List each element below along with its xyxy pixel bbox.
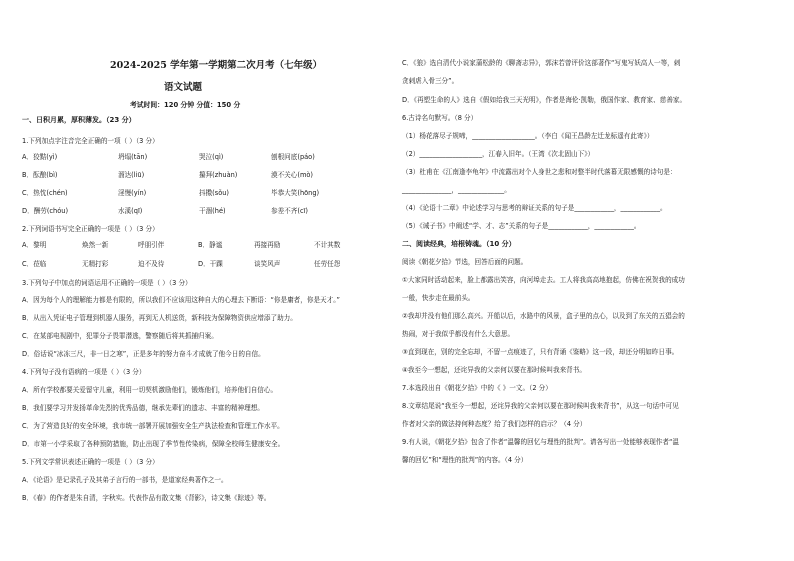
q6-item-3-blanks: _______________，______________。 — [402, 186, 511, 194]
section-1-heading: 一、日积月累，厚积薄发。（23 分） — [22, 116, 136, 124]
q4-option-a: A．所有学校都要关爱留守儿童，利用一切契机激励他们，锻炼他们，培养他们自信心。 — [22, 386, 278, 394]
q5-option-b: B．《春》的作者是朱自清，字秋实。代表作品有散文集《背影》，诗文集《踪迹》等。 — [22, 494, 271, 502]
question-7: 7.本选段出自《朝花夕拾》中的《 》一文。（2 分） — [402, 384, 552, 392]
passage-para-2-cont: 热闹，对于我似乎都没有什么大意思。 — [402, 330, 515, 338]
q1-row-c: C．热忱(chén) 淫慢(yín) 抖擞(sǒu) 毕恭大笑(hōng) — [22, 189, 320, 197]
passage-para-1-cont: 一般，快步走在最前头。 — [402, 294, 475, 302]
question-9: 9.有人说，《朝花夕拾》包含了作者“温馨的回忆与理性的批判”。请各写出一处能够表现作者“温 — [402, 438, 679, 446]
exam-meta: 考试时间：120 分钟 分值：150 分 — [130, 101, 241, 109]
q5-option-c: C．《狼》选自清代小说家蒲松龄的《聊斋志异》，郭沫若曾评价这部著作“写鬼写妖高人一等，刺 — [402, 59, 681, 67]
q6-item-4: （4）《论语十二章》中论述学习与思考的辩证关系的句子是____________，____________。 — [402, 204, 667, 212]
section-2-heading: 二、阅读经典，培根铸魂。（10 分） — [402, 240, 516, 248]
q6-item-1: （1）杨花落尽子规啼，___________________。（李白《闻王昌龄左迁龙标遥有此寄》） — [402, 132, 654, 140]
question-8: 8.文章结尾说“我至今一想起，还诧异我的父亲何以要在那时候叫我来背书”，从这一句话中可见 — [402, 402, 679, 410]
passage-para-3: ③直到现在，别的完全忘却，不留一点痕迹了，只有背诵《鉴略》这一段，却还分明如昨日事。 — [402, 348, 679, 356]
passage-para-1: ①大家同时活动起来，脸上都露出笑容，向河埠走去。工人将我高高地抱起，仿佛在祝贺我的成功 — [402, 276, 685, 284]
q5-option-d: D．《再塑生命的人》选自《假如给我三天光明》，作者是海伦·凯勒，俄国作家、教育家、慈善家。 — [402, 96, 687, 104]
question-5: 5.下列文学常识表述正确的一项是（ ）（3 分） — [22, 458, 159, 466]
q5-option-c-cont: 贪刺虐入骨三分”。 — [402, 77, 459, 85]
q1-row-a: A．狡黠(yì) 坍塌(tān) 哭泣(qì) 刨根问底(páo) — [22, 153, 315, 161]
q1-row-d: D．酬劳(chóu) 水溪(qī) 干涸(hé) 参差不齐(cī) — [22, 207, 308, 215]
reading-intro: 阅读《朝花夕拾》节选，回答后面的问题。 — [402, 258, 528, 266]
question-8-cont: 作者对父亲的做法持何种态度？给了我们怎样的启示？（4 分） — [402, 420, 587, 428]
q2-row-ab: A．黎明 焕然一新 呼朋引伴 B．静谧 再接再励 不计其数 — [22, 241, 341, 249]
q3-option-a: A．因为每个人的理解能力都是有限的，所以我们不应该用这种自大的心理去下断语：“你是庸者，你是天才。” — [22, 296, 340, 304]
q6-item-2: （2）___________________，江春入旧年。（王湾《次北固山下》） — [402, 150, 595, 158]
question-3: 3.下列句子中加点的词语运用不正确的一项是（ ）（3 分） — [22, 279, 192, 287]
q4-option-c: C．为了营造良好的安全环境，我市统一部署开展加强安全生产执法检查和管理工作水平。 — [22, 422, 284, 430]
exam-subject: 语文试题 — [164, 82, 203, 93]
question-9-cont: 馨的回忆”和“理性的批判”的内容。（4 分） — [402, 456, 528, 464]
q5-option-a: A．《论语》是记录孔子及其弟子言行的一部书，是道家经典著作之一。 — [22, 476, 228, 484]
q2-row-cd: C．莅临 无精打彩 迫不及待 D．干踝 谈笑风声 任劳任怨 — [22, 260, 341, 268]
q4-option-d: D．市第一小学采取了各种预防措施，防止出现了季节性传染病，保障全校师生健康安全。 — [22, 440, 285, 448]
q6-item-3: （3）杜甫在《江南逢李龟年》中流露出对个人身世之悲和对整半时代落幕无限感慨的诗句是： — [402, 168, 677, 176]
question-4: 4.下列句子没有语病的一项是（ ）（3 分） — [22, 368, 146, 376]
passage-para-4: ④我至今一想起，还诧异我的父亲何以要在那时候叫我来背书。 — [402, 366, 586, 374]
exam-title: 2024-2025 学年第一学期第二次月考（七年级） — [110, 60, 323, 71]
passage-para-2: ②我却并没有他们那么高兴。开船以后，水路中的风景，盒子里的点心，以及到了东关的五猖会的 — [402, 312, 685, 320]
q3-option-b: B．从出入凭证电子管理到机器人服务，再到无人机送货，新科技为保障物资供应增添了助力。 — [22, 314, 297, 322]
question-6: 6.古诗名句默写。（8 分） — [402, 114, 478, 122]
question-2: 2.下列词语书写完全正确的一项是（ ）（3 分） — [22, 225, 159, 233]
question-1: 1.下列加点字注音完全正确的一项（ ）（3 分） — [22, 137, 159, 145]
q6-item-5: （5）《诫子书》中阐述“学、才、志”关系的句子是____________，____________。 — [402, 222, 641, 230]
q1-row-b: B．酝酿(bì) 溜达(liū) 攥拜(zhuàn) 漠不关心(mò) — [22, 171, 313, 179]
q3-option-c: C．在某部电视剧中，犯罪分子畏罪潜逃，警察随后将其抓捕归案。 — [22, 332, 218, 340]
q3-option-d: D．俗话说“冰冻三尺，非一日之寒”，正是多年的努力奋斗才成就了他今日的自信。 — [22, 350, 265, 358]
q4-option-b: B．我们要学习并发扬革命先烈的优秀品德，继承先辈们的遗志、丰富的精神理想。 — [22, 404, 264, 412]
